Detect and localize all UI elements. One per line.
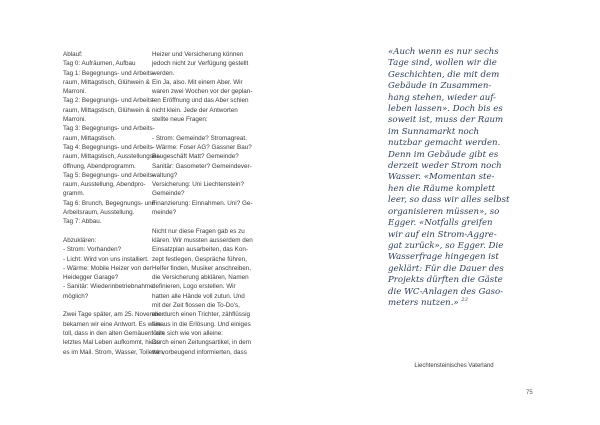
text-line: zept festlegen, Gespräche führen, [152,255,247,263]
quote-line: hang stehen, wieder auf- [388,92,497,103]
text-line: gramm. [63,190,85,198]
quote-line: leer, so dass wir alles selbst [388,195,510,206]
text-line: hatten alle Hände voll zutun. Und [152,292,245,300]
text-line: Versicherung: Uni Liechtenstein? [152,181,245,189]
text-line: Durch einen Zeitungsartikel, in dem [152,339,252,347]
quote-source: Liechtensteinisches Vaterland [414,363,494,369]
quote-line: Geschichten, die mit dem [388,69,500,80]
yes-but-paragraph [152,50,253,124]
text-line: Ablauf: [63,51,83,58]
quote-line: Wasserfrage hingegen ist [388,252,499,263]
text-line: Tag 6: Brunch, Begegnungs- und [63,199,156,207]
middle-text-column [152,50,253,366]
quote-line: im Sunnamarkt noch [388,126,480,137]
text-line: definieren, Logo erstellen. Wir [152,283,236,291]
text-line: wir vorbeugend informierten, dass [152,348,247,356]
text-line: Helfer finden, Musiker anschreiben, [152,264,252,272]
text-line: raum, Mittagstisch, Ausstellungser- [63,153,161,161]
quote-line: Projekts dürften die Gäste [388,275,503,286]
text-line: Tag 1: Begegnungs- und Arbeits- [63,69,155,77]
text-line: meinde? [152,209,177,217]
quote-line: wir auf ein Strom-Aggre- [388,229,497,240]
quote-line: Denn im Gebäude gibt es [388,149,499,160]
text-line: - Strom: Vorhanden? [63,246,122,254]
text-line: öffnung, Abendprogramm. [63,162,136,170]
text-line: Marroni. [63,88,87,96]
quote-line: geklärt: Für die Dauer des [388,263,504,274]
text-line: Nicht nur diese Fragen gab es zu [152,227,245,235]
quote-line: Egger. «Notfalls greifen [388,218,493,229]
text-line: - Sanitär: Wiederinbetriebnahme [63,283,154,291]
text-line: Marroni. [63,116,87,124]
text-line: Sanitär: Gasometer? Gemeindever- [152,162,252,170]
text-line: raum, Mittagstisch, Glühwein & [63,106,150,114]
text-line: Baugeschäft Matt? Gemeinde? [152,153,239,161]
text-line: Abzuklären: [63,236,97,244]
text-line: Arbeitsraum, Ausstellung. [63,209,135,217]
quote-line: leben lassen». Doch bis es [388,104,503,115]
text-line: raum, Mittagstisch, Glühwein & [63,78,150,86]
text-line: - Strom: Gemeinde? Stromagreat. [152,134,247,142]
quote-line: soweit ist, muss der Raum [388,115,504,126]
text-line: raum, Mittagstisch. [63,134,116,142]
text-line: ten Eröffnung und das Aber schien [152,97,249,105]
text-line: hinaus in die Erlösung. Und einiges [152,320,251,328]
text-line: Finanzierung: Einnahmen. Uni? Ge- [152,199,253,207]
text-line: Ein Ja, also. Mit einem Aber. Wir [152,78,243,86]
text-line: - Wärme: Foser AG? Gassner Bau? [152,143,252,151]
text-line: Einsatzplan ausarbeiten, das Kon- [152,246,248,254]
quote-line: gat zurück», so Egger. Die [388,240,504,251]
page-number: 75 [526,390,533,396]
text-line: Gemeinde? [152,190,185,198]
text-line: waltung? [152,171,178,179]
text-line: Tag 3: Begegnungs- und Arbeits- [63,125,155,133]
text-line: es im Mail. Strom, Wasser, Toiletten, [63,348,165,356]
quote-line: die WC-Anlagen des Gaso- [388,286,504,297]
text-line: werden. [152,69,175,77]
quote-line: derzeit weder Strom noch [388,161,502,172]
quote-line: Tage sind, wollen wir die [388,58,497,69]
text-line: raum, Ausstellung, Abendpro- [63,181,146,189]
text-line: Tag 2: Begegnungs- und Arbeits- [63,97,155,105]
text-line: - Wärme: Mobile Heizer von der [63,264,152,272]
text-line: bekamen wir eine Antwort. Es wäre [63,320,162,328]
text-line: Zwei Tage später, am 25. November [63,311,165,319]
quote-line: nutzbar gemacht werden. [388,138,501,149]
text-line: Tag 4: Begegnungs- und Arbeits- [63,143,155,151]
tasks-paragraph [152,227,253,357]
pull-quote [388,47,520,309]
text-line: jedoch nicht zur Verfügung gestellt [152,60,249,68]
text-line: nicht klein. Jede der Antworten [152,106,238,114]
quote-line-last [388,298,520,309]
answer-paragraph [63,310,165,356]
text-line: Heizer und Versicherung können [152,51,244,58]
quote-line: organisieren müssen», so [388,206,500,217]
text-line: klären. Wir mussten ausserdem den [152,236,253,244]
text-line: löste sich wie von alleine: [152,329,224,337]
quote-line: Wasser. «Momentan ste- [388,172,495,183]
text-line: letztes Mal Leben aufkommt, hiess [63,339,160,347]
text-line: Tag 5: Begegnungs- und Arbeits- [63,171,155,179]
text-line: wie durch einen Trichter, zähflüssig [152,311,251,319]
text-line: möglich? [63,292,89,300]
quote-line: Gebäude in Zusammen- [388,81,492,92]
open-questions-paragraph [63,236,154,301]
text-line: Tag 7: Abbau. [63,218,102,226]
quote-line: meters nutzen.» [388,297,459,308]
text-line: toll, dass in den alten Gemäuern ein [63,329,164,337]
text-line: die Versicherung abklären, Namen [152,274,249,282]
questions-list-paragraph [152,134,253,218]
quote-line: hen die Räume komplett [388,183,496,194]
text-line: waren zwei Wochen vor der geplan- [152,88,253,96]
text-line: Tag 0: Aufräumen, Aufbau [63,60,136,68]
footnote-marker: 23 [461,297,468,304]
text-line: stellte neue Fragen: [152,116,208,124]
text-line: Heidegger Garage? [63,274,119,282]
text-line: - Licht: Wird von uns installiert. [63,255,149,263]
quote-line: «Auch wenn es nur sechs [388,47,499,57]
text-line: mit der Zeit flossen die To-Do's, [152,302,240,310]
schedule-paragraph [63,50,161,227]
